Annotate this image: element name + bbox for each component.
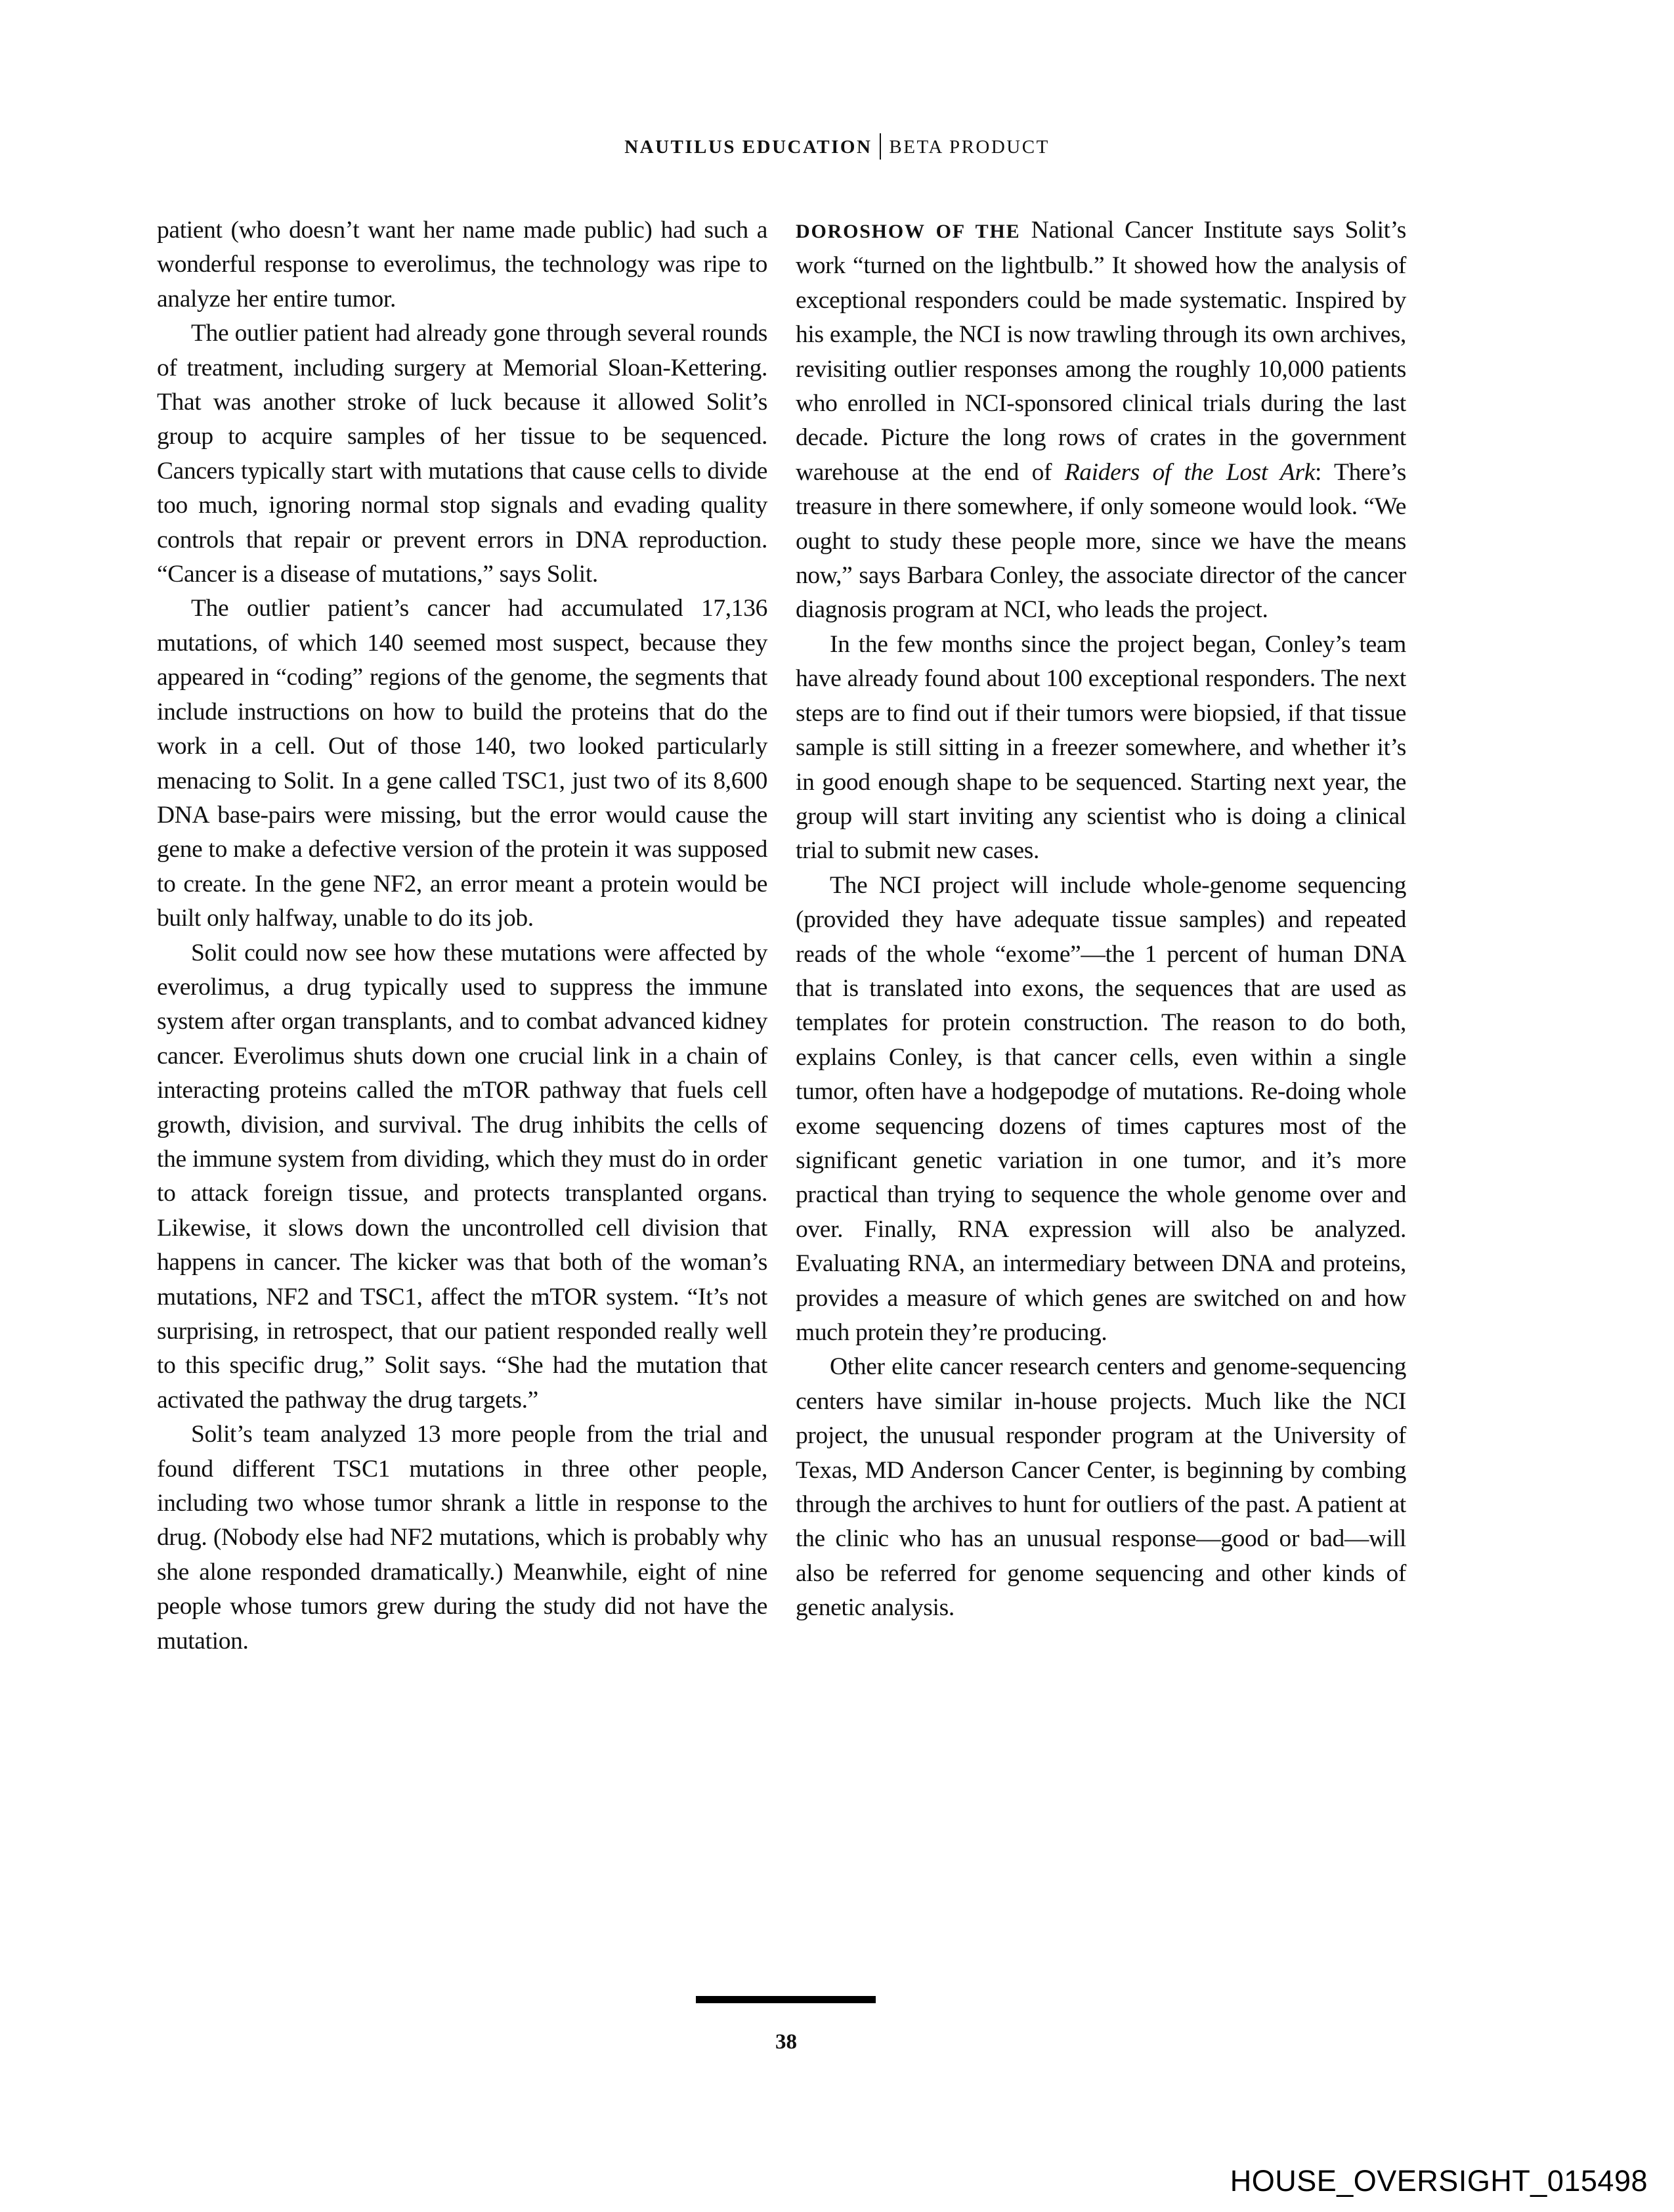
paragraph: [796, 213, 1406, 628]
header-divider: [880, 133, 881, 160]
section-label: BETA PRODUCT: [889, 137, 1050, 158]
page-number: 38: [775, 2030, 797, 2054]
paragraph: The outlier patient had already gone through several rounds of treatment, including surgery at Memorial Sloan-Kettering. That was another stroke of luck because it allowed Solit’s group to acquire samples of her tissue to be sequenced. Cancers typically start with mutations that cause cells to divide too much, ignoring normal stop signals and evading quality controls that repair or prevent errors in DNA reproduction. “Cancer is a disease of mutations,” says Solit.: [157, 320, 767, 588]
paragraph: The outlier patient’s cancer had accumulated 17,136 mutations, of which 140 seemed most suspect, because they appeared in “coding” regions of the genome, the segments that include instructions on how to build the proteins that do the work in a cell. Out of those 140, two looked particularly menacing to Solit. In a gene called TSC1, just two of its 8,600 DNA base-pairs were missing, but the error would cause the gene to make a defective version of the protein it was supposed to create. In the gene NF2, an error meant a protein would be built only halfway, unable to do its job.: [157, 595, 767, 932]
bates-stamp: HOUSE_OVERSIGHT_015498: [1230, 2164, 1648, 2198]
film-title: Raiders of the Lost Ark: [1064, 458, 1316, 486]
footer-rule: [696, 1996, 876, 2003]
paragraph: The NCI project will include whole-genome sequencing (provided they have adequate tissue samples) and repeated reads of the whole “exome”—the 1 percent of human DNA that is translated into exons, the sequences that are used as templates for protein construction. The reason to do both, explains Conley, is that cancer cells, even within a single tumor, often have a hodgepodge of mutations. Re-doing whole exome sequencing dozens of times captures most of the significant genetic variation in one tumor, and it’s more practical than trying to sequence the whole genome over and over. Finally, RNA expression will also be analyzed. Evaluating RNA, an intermediary between DNA and proteins, provides a measure of which genes are switched on and how much protein they’re producing.: [796, 871, 1406, 1346]
paragraph: In the few months since the project began, Conley’s team have already found about 100 exceptional responders. The next steps are to find out if their tumors were biopsied, if that tissue sample is still sitting in a freezer somewhere, and whether it’s in good enough shape to be sequenced. Starting next year, the group will start inviting any scientist who is doing a clinical trial to submit new cases.: [796, 630, 1406, 865]
paragraph: Other elite cancer research centers and genome-sequencing centers have similar in-house projects. Much like the NCI project, the unusual responder program at the University of Texas, MD Anderson Cancer Center, is beginning by combing through the archives to hunt for outliers of the past. A patient at the clinic who has an unusual response—good or bad—will also be referred for genome sequencing and other kinds of genetic analysis.: [796, 1353, 1406, 1622]
paragraph: Solit’s team analyzed 13 more people from the trial and found different TSC1 mutations in three other people, including two whose tumor shrank a little in response to the drug. (Nobody else had NF2 mutations, which is probably why she alone responded dramatically.) Meanwhile, eight of nine people whose tumors grew during the study did not have the mutation.: [157, 1421, 767, 1655]
publication-name: NAUTILUS EDUCATION: [624, 137, 872, 158]
running-header: [0, 134, 1674, 162]
lead-in-small-caps: DOROSHOW OF THE: [796, 221, 1021, 242]
paragraph: patient (who doesn’t want her name made public) had such a wonderful response to everolimus, the technology was ripe to analyze her entire tumor.: [157, 217, 767, 313]
left-column: [157, 213, 767, 1659]
paragraph-text: : There’s treasure in there somewhere, if only someone would look. “We ought to study these people more, since we have the means now,” says Barbara Conley, the associate director of the cancer diagnosis program at NCI, who leads the project.: [796, 458, 1406, 624]
right-column: [796, 213, 1406, 1626]
paragraph: Solit could now see how these mutations were affected by everolimus, a drug typically used to suppress the immune system after organ transplants, and to combat advanced kidney cancer. Everolimus shuts down one crucial link in a chain of interacting proteins called the mTOR pathway that fuels cell growth, division, and survival. The drug inhibits the cells of the immune system from dividing, which they must do in order to attack foreign tissue, and protects transplanted organs. Likewise, it slows down the uncontrolled cell division that happens in cancer. The kicker was that both of the woman’s mutations, NF2 and TSC1, affect the mTOR system. “It’s not surprising, in retrospect, that our patient responded really well to this specific drug,” Solit says. “She had the mutation that activated the pathway the drug targets.”: [157, 939, 767, 1414]
paragraph-text: National Cancer Institute says Solit’s work “turned on the lightbulb.” It showed how the analysis of exceptional responders could be made systematic. Inspired by his example, the NCI is now trawling through its own archives, revisiting outlier responses among the roughly 10,000 patients who enrolled in NCI-sponsored clinical trials during the last decade. Picture the long rows of crates in the government warehouse at the end of: [796, 217, 1407, 486]
